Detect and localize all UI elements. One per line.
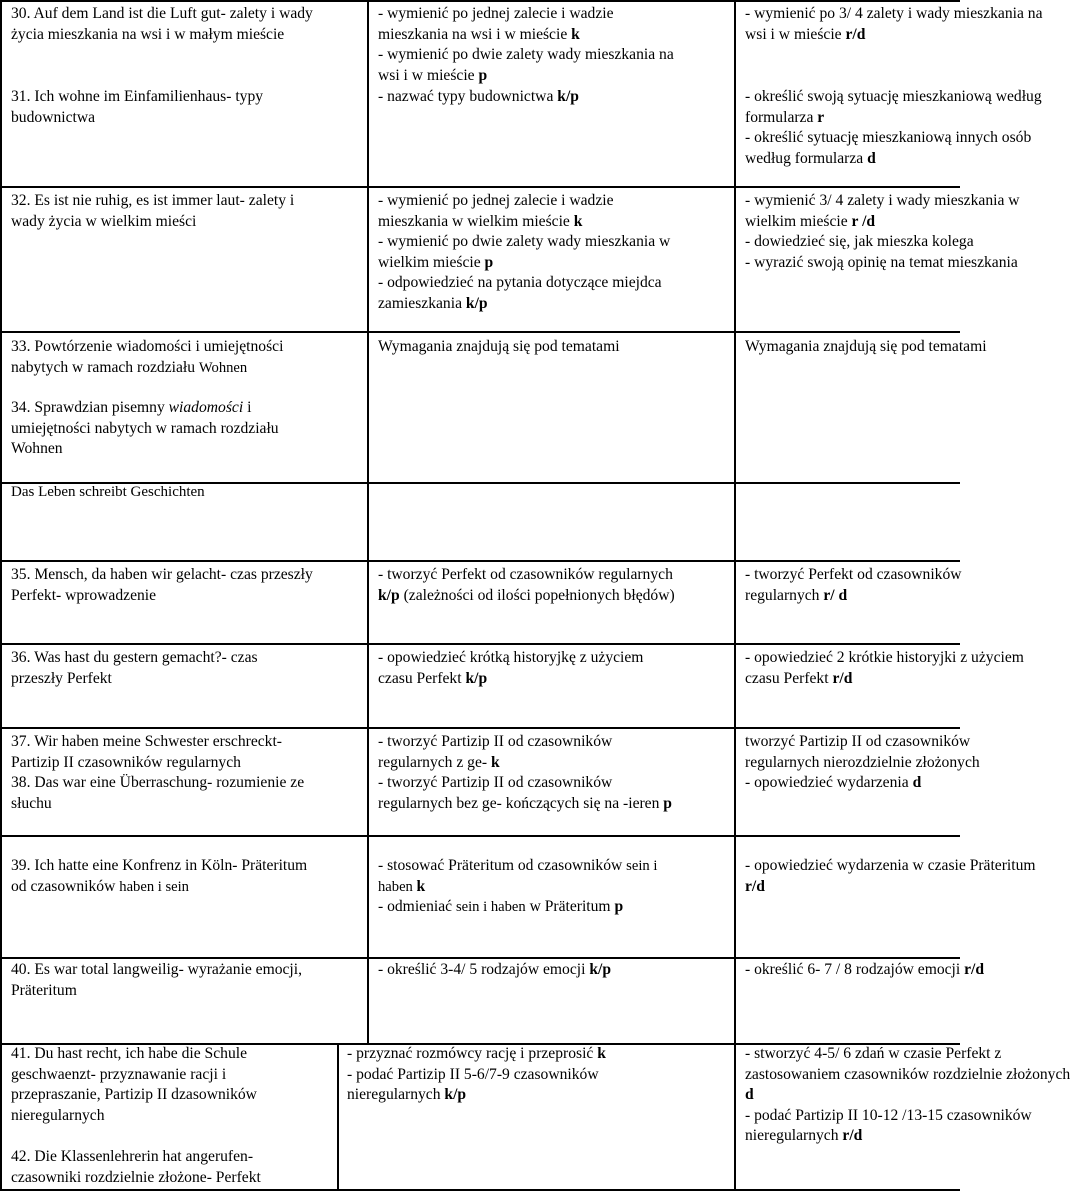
topic-line: przepraszanie, Partizip II dzasowników: [11, 1086, 257, 1104]
requirement-line: [378, 66, 674, 87]
topic-line: umiejętności nabytych w ramach rozdziału: [11, 419, 279, 437]
requirement-line: - odpowiedzieć na pytania dotyczące miejdca: [378, 274, 662, 292]
requirement-line: [745, 108, 1042, 129]
requirement-text: mieszkania na wsi i w mieście: [378, 25, 572, 43]
topic-line: budownictwa: [11, 108, 96, 126]
grade-mark: k/p: [378, 586, 400, 604]
extended-requirements-cell: [745, 856, 1036, 897]
topic-line: Wohnen: [11, 440, 63, 458]
requirement-line: [378, 87, 579, 108]
requirement-text: regularnych bez ge- kończących się na -ieren: [378, 794, 664, 812]
requirement-line: [378, 753, 672, 774]
requirement-text: - nazwać typy budownictwa: [378, 88, 558, 105]
basic-requirements-cell: [378, 4, 674, 86]
grade-mark: k/p: [589, 961, 612, 978]
requirement-line: - wymienić po jednej zalecie i wadzie: [378, 192, 614, 209]
basic-requirements-cell: [347, 1044, 606, 1106]
requirement-line: - stworzyć 4-5/ 6 zdań w czasie Perfekt z: [745, 1045, 1002, 1062]
requirement-line: [378, 253, 670, 274]
requirement-line: [745, 960, 984, 981]
grade-mark: p: [478, 66, 488, 84]
requirement-line: - tworzyć Partizip II od czasowników: [378, 733, 613, 750]
topic-text: nabytych w ramach rozdziału: [11, 358, 199, 376]
requirement-line: [378, 877, 657, 898]
row-divider: [0, 727, 960, 729]
requirement-line: Wymagania znajdują się pod tematami: [378, 338, 620, 355]
requirement-line: - podać Partizip II 10-12 /13-15 czasowników: [745, 1106, 1032, 1124]
requirement-line: - wymienić po jednej zalecie i wadzie: [378, 5, 614, 22]
requirement-text: w Präteritum: [525, 898, 615, 916]
requirement-line: - tworzyć Perfekt od czasowników regularnych: [378, 566, 673, 583]
requirement-line: [745, 212, 1020, 233]
row-divider: [0, 643, 960, 645]
grade-mark: k/p: [465, 669, 488, 687]
topic-line: 37. Wir haben meine Schwester erschreckt-: [11, 733, 283, 750]
topic-line: 39. Ich hatte eine Konfrenz in Köln- Präteritum: [11, 857, 308, 874]
basic-requirements-cell: [378, 732, 672, 814]
topic-line: 32. Es ist nie ruhig, es ist immer laut- zalety i: [11, 192, 295, 209]
requirement-line: [378, 897, 657, 918]
requirement-line: zastosowaniem czasowników rozdzielnie złożonych: [745, 1065, 1070, 1083]
verb-names: haben i sein: [119, 878, 189, 895]
grade-mark: k: [571, 25, 580, 43]
requirement-line: - wymienić po 3/ 4 zalety i wady mieszkania na: [745, 5, 1043, 22]
grade-mark: r /d: [851, 212, 876, 230]
topic-line: wady życia w wielkim mieści: [11, 212, 197, 230]
topic-cell: [11, 398, 279, 460]
grade-mark: d: [745, 1086, 754, 1104]
column-divider-1b: [337, 1043, 339, 1191]
requirement-text: (zależności od ilości popełnionych błędów): [399, 586, 675, 604]
requirement-line: [745, 1126, 1070, 1147]
topic-line: 40. Es war total langweilig- wyrażanie emocji,: [11, 961, 302, 978]
requirement-text: wielkim mieście: [378, 253, 485, 271]
topic-line: słuchu: [11, 794, 52, 812]
grade-mark: r: [817, 108, 825, 126]
grade-mark: d: [912, 774, 922, 792]
verb-names: sein i haben: [455, 899, 526, 916]
requirement-line: [745, 586, 962, 607]
row-divider: [0, 0, 960, 2]
basic-requirements-cell: [378, 648, 643, 689]
basic-requirements-cell: [378, 87, 579, 108]
requirement-text: - opowiedzieć wydarzenia: [745, 774, 913, 792]
row-divider: [0, 835, 960, 837]
requirement-text: nieregularnych: [347, 1086, 445, 1104]
grade-mark: k: [491, 753, 500, 771]
row-divider: [0, 186, 960, 188]
topic-line: nieregularnych: [11, 1106, 105, 1124]
topic-line: przeszły Perfekt: [11, 669, 112, 687]
requirement-line: [378, 212, 670, 233]
topic-line: życia mieszkania na wsi i w małym mieście: [11, 25, 285, 43]
grade-mark: p: [484, 253, 494, 271]
grade-mark: r/d: [745, 877, 765, 895]
topic-cell: [11, 565, 313, 606]
requirement-text: - stosować Präteritum od czasowników: [378, 857, 627, 874]
requirement-line: - określić sytuację mieszkaniową innych osób: [745, 129, 1032, 147]
topic-cell: [11, 856, 307, 897]
grade-mark: r/d: [964, 961, 985, 978]
topic-line: 35. Mensch, da haben wir gelacht- czas przeszły: [11, 566, 313, 583]
topic-italic: wiadomości: [168, 399, 244, 416]
basic-requirements-cell: [378, 337, 620, 358]
topic-line: Perfekt- wprowadzenie: [11, 586, 157, 604]
requirement-line: [378, 960, 611, 981]
requirement-line: [745, 773, 980, 794]
grade-mark: p: [663, 794, 672, 812]
verb-names: sein i: [626, 858, 658, 874]
requirement-line: Wymagania znajdują się pod tematami: [745, 338, 987, 355]
requirement-text: - przyznać rozmówcy rację i przeprosić: [347, 1045, 598, 1062]
topic-cell: [11, 337, 283, 378]
extended-requirements-cell: [745, 191, 1020, 273]
requirement-line: - podać Partizip II 5-6/7-9 czasowników: [347, 1065, 599, 1083]
requirement-line: - wyrazić swoją opinię na temat mieszkania: [745, 253, 1018, 271]
topic-line: [11, 877, 307, 898]
chapter-name: Wohnen: [198, 359, 248, 376]
requirement-text: nieregularnych: [745, 1127, 843, 1145]
requirement-line: tworzyć Partizip II od czasowników: [745, 733, 971, 750]
topic-line: 30. Auf dem Land ist die Luft gut- zalety i wady: [11, 5, 313, 22]
topic-line: 38. Das war eine Überraschung- rozumienie ze: [11, 774, 305, 792]
requirement-text: czasu Perfekt: [745, 669, 833, 687]
grade-mark: d: [867, 149, 876, 167]
extended-requirements-cell: [745, 565, 962, 606]
topic-cell: [11, 960, 302, 1001]
requirement-line: [745, 149, 1042, 170]
grade-mark: k/p: [465, 294, 488, 312]
row-divider: [0, 331, 960, 333]
extended-requirements-cell: [745, 1044, 1070, 1147]
row-divider: [0, 957, 960, 959]
extended-requirements-cell: [745, 732, 980, 794]
requirement-line: [347, 1085, 606, 1106]
topic-cell: [11, 4, 313, 45]
topic-line: Präteritum: [11, 981, 77, 999]
table-border-left: [0, 0, 2, 1191]
topic-line: 33. Powtórzenie wiadomości i umiejętności: [11, 338, 284, 355]
requirement-line: [745, 669, 1024, 690]
requirement-line: [378, 25, 674, 46]
grade-mark: k/p: [444, 1086, 467, 1104]
topic-line: czasowniki rozdzielnie złożone- Perfekt: [11, 1168, 261, 1186]
basic-requirements-cell: [378, 960, 611, 981]
requirement-text: wsi i w mieście: [745, 25, 846, 43]
grade-mark: k: [573, 212, 583, 230]
requirement-text: - odmieniać: [378, 898, 456, 916]
requirement-line: - opowiedzieć 2 krótkie historyjki z użyciem: [745, 649, 1024, 666]
topic-text: 34. Sprawdzian pisemny: [11, 399, 169, 416]
requirement-line: - tworzyć Partizip II od czasowników: [378, 774, 613, 792]
requirement-line: - wymienić po dwie zalety wady mieszkania w: [378, 233, 671, 251]
grade-mark: r/ d: [823, 586, 848, 604]
topic-line: Partizip II czasowników regularnych: [11, 753, 241, 771]
topic-text: od czasowników: [11, 877, 120, 895]
topic-line: 41. Du hast recht, ich habe die Schule: [11, 1045, 248, 1062]
verb-names: haben: [378, 878, 417, 895]
requirement-text: regularnych z ge-: [378, 753, 491, 771]
requirement-line: [378, 586, 675, 607]
requirement-line: regularnych nierozdzielnie złożonych: [745, 753, 980, 771]
topic-line: 31. Ich wohne im Einfamilienhaus- typy: [11, 88, 264, 105]
topic-line: 42. Die Klassenlehrerin hat angerufen-: [11, 1147, 254, 1165]
topic-cell: [11, 1044, 261, 1188]
requirement-line: - tworzyć Perfekt od czasowników: [745, 566, 962, 583]
requirement-line: - wymienić 3/ 4 zalety i wady mieszkania w: [745, 192, 1020, 209]
topic-text: i: [243, 399, 252, 416]
row-divider: [0, 560, 960, 562]
section-heading: Das Leben schreibt Geschichten: [11, 484, 205, 500]
requirement-line: - wymienić po dwie zalety wady mieszkania na: [378, 46, 674, 64]
requirement-line: - określić swoją sytuację mieszkaniową według: [745, 88, 1042, 105]
requirement-line: [378, 794, 672, 815]
requirement-line: [347, 1044, 606, 1065]
requirement-line: [378, 669, 643, 690]
grade-mark: k: [416, 877, 426, 895]
requirement-text: według formularza: [745, 149, 868, 167]
basic-requirements-cell: [378, 191, 670, 315]
topic-line: [11, 358, 283, 379]
topic-line: geschwaenzt- przyznawanie racji i: [11, 1065, 227, 1083]
requirement-text: wielkim mieście: [745, 212, 852, 230]
topic-cell: [11, 87, 263, 128]
basic-requirements-cell: [378, 565, 675, 606]
extended-requirements-cell: [745, 960, 984, 981]
grade-mark: k: [597, 1045, 606, 1062]
topic-line: [11, 398, 279, 419]
extended-requirements-cell: [745, 87, 1042, 169]
requirement-line: - dowiedzieć się, jak mieszka kolega: [745, 233, 974, 251]
topic-line: [11, 1126, 261, 1147]
requirement-line: - opowiedzieć wydarzenia w czasie Präteritum: [745, 857, 1036, 874]
topic-cell: [11, 732, 304, 814]
requirement-line: [745, 25, 1042, 46]
requirement-line: [378, 856, 657, 877]
grade-mark: r/d: [845, 25, 866, 43]
requirement-text: - określić 6- 7 / 8 rodzajów emocji: [745, 961, 965, 978]
requirement-line: [378, 294, 670, 315]
extended-requirements-cell: [745, 4, 1042, 45]
column-divider-2: [734, 0, 736, 1191]
column-divider-1: [367, 0, 369, 1043]
grade-mark: r/d: [842, 1127, 863, 1145]
requirement-text: czasu Perfekt: [378, 669, 466, 687]
grade-mark: r/d: [832, 669, 853, 687]
basic-requirements-cell: [378, 856, 657, 918]
requirement-text: zamieszkania: [378, 294, 466, 312]
requirement-text: regularnych: [745, 586, 824, 604]
topic-cell: [11, 191, 294, 232]
requirement-text: wsi i w mieście: [378, 66, 479, 84]
requirement-line: - opowiedzieć krótką historyjkę z użyciem: [378, 649, 644, 666]
requirement-text: formularza: [745, 108, 818, 126]
requirement-text: mieszkania w wielkim mieście: [378, 212, 574, 230]
extended-requirements-cell: [745, 648, 1024, 689]
requirement-text: - określić 3-4/ 5 rodzajów emocji: [378, 961, 590, 978]
grade-mark: k/p: [557, 88, 579, 105]
topic-line: 36. Was hast du gestern gemacht?- czas: [11, 649, 258, 666]
grade-mark: p: [614, 898, 624, 916]
extended-requirements-cell: [745, 337, 987, 358]
topic-cell: [11, 648, 258, 689]
